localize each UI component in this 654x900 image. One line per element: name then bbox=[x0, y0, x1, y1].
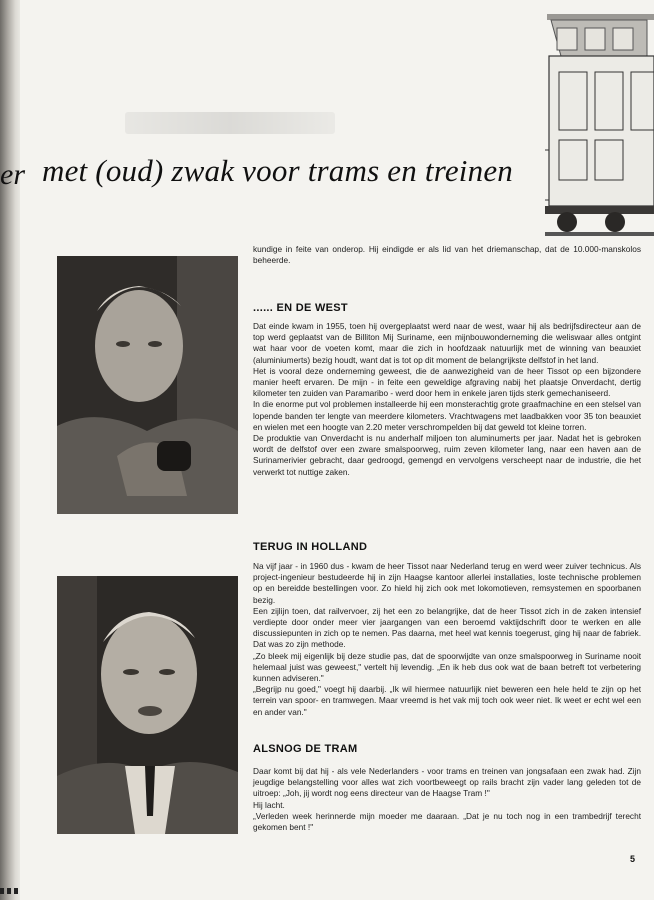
portrait-photo-pipe bbox=[57, 256, 238, 514]
intro-paragraph bbox=[253, 244, 641, 266]
section-body-west bbox=[253, 321, 641, 478]
paragraph: Na vijf jaar - in 1960 dus - kwam de heer Tissot naar Nederland terug en werd weer zuiver technicus. Als project-ingenieur bestudeerde hij in zijn Haagse kantoor allerlei installaties, loste technische problemen op en bereidde bestellingen voor. Zo hield hij zich ook met lokomotieven, remsystemen en spoorbanen bezig. bbox=[253, 561, 641, 605]
facing-page-fragment: er bbox=[0, 158, 25, 191]
intro-text: kundige in feite van onderop. Hij eindigde er als lid van het driemanschap, dat de 10.000-manskolos beheerde. bbox=[253, 244, 641, 266]
paragraph: „Verleden week herinnerde mijn moeder me daaraan. „Dat je nu toch nog in een trambedrijf terecht gekomen bent !" bbox=[253, 810, 641, 833]
paragraph: „Zo bleek mij eigenlijk bij deze studie pas, dat de spoorwijdte van onze smalspoorweg in Suriname nooit helemaal juist was geweest," vertelt hij levendig. „En ik heb dus ook wat de baan betreft tot verbetering kunnen adviseren." bbox=[253, 650, 641, 684]
section-heading-tram: ALSNOG DE TRAM bbox=[253, 743, 358, 755]
section-body-tram bbox=[253, 766, 641, 833]
page-title: met (oud) zwak voor trams en treinen bbox=[42, 153, 513, 188]
paragraph: Daar komt bij dat hij - als vele Nederlanders - voor trams en treinen van jongsafaan een zwak had. Zijn jeugdige belangstelling voor alles wat zich voortbeweegt op rails bracht zijn vader lang geleden tot de uitroep: „Joh, jij wordt nog eens directeur van de Haagse Tram !" bbox=[253, 766, 641, 799]
section-heading-west: ...... EN DE WEST bbox=[253, 302, 348, 314]
section-body-holland bbox=[253, 561, 641, 718]
paragraph: Een zijlijn toen, dat railvervoer, zij het een zo belangrijke, dat de heer Tissot zich in de zaken intensief verdiepte door onder meer vier jaargangen van een beroemd vaktijdschrift door te werken en alle discussiepunten in zich op te nemen. Pas daarna, met heel wat kennis toegerust, ging hij naar de fabriek. Dat was zo zijn methode. bbox=[253, 605, 641, 650]
paragraph: In die enorme put vol problemen installeerde hij een monsterachtig grote graafmachine en een stelsel van lopende banden ter lengte van meerdere kilometers. Vrachtwagens met laadbakken voor 35 ton beauxiet en wielen met een hoogte van 2.20 meter verschrompelden bij dat geweld tot kleine torren. bbox=[253, 399, 641, 432]
paragraph: Hij lacht. bbox=[253, 799, 285, 810]
faint-printed-heading bbox=[125, 112, 335, 134]
book-spine bbox=[0, 0, 22, 900]
paragraph: „Begrijp nu goed," voegt hij daarbij. „Ik wil hiermee natuurlijk niet beweren een hele held te zijn op het terrein van spoor- en tramwegen. Maar vreemd is het vak mij toch ook weer niet. Ik weet er echt wel een en ander van." bbox=[253, 684, 641, 717]
paragraph: Het is vooral deze onderneming geweest, die de aanwezigheid van de heer Tissot op een bijzondere manier heeft ervaren. De mijn - in feite een geweldige afgraving nabij het plaatsje Onverdacht, dertig kilometer ten zuiden van Paramaribo - werd door hem in enkele jaren tijds sterk gemechaniseerd. bbox=[253, 365, 641, 399]
portrait-photo-talking bbox=[57, 576, 238, 834]
paragraph: Dat einde kwam in 1955, toen hij overgeplaatst werd naar de west, waar hij als bedrijfsdirecteur aan de top werd geplaatst van de Billiton Mij Suriname, een mijnbouwonderneming die weliswaar alles ontgint wat haar voor de voeten komt, maar die zich in hoofdzaak natuurlijk met de winning van beauxiet (aluminiumerts) bezig houdt, want dat is tot op dit moment de belangrijkste delfstof in het land. bbox=[253, 321, 641, 365]
page-number: 5 bbox=[630, 854, 636, 864]
binding-marks bbox=[0, 888, 30, 894]
section-heading-holland: TERUG IN HOLLAND bbox=[253, 541, 368, 553]
tram-illustration bbox=[545, 0, 654, 240]
paragraph: De produktie van Onverdacht is nu anderhalf miljoen ton aluminumerts per jaar. Nadat het is gebroken wordt de delfstof over een zware smalspoorweg, ruim zeven kilometer lang, naar een haven aan de Surinamerivier gebracht, daar gedroogd, gemengd en vervolgens verscheept naar de industrie, die het verwerkt tot nuttige zaken. bbox=[253, 433, 641, 477]
